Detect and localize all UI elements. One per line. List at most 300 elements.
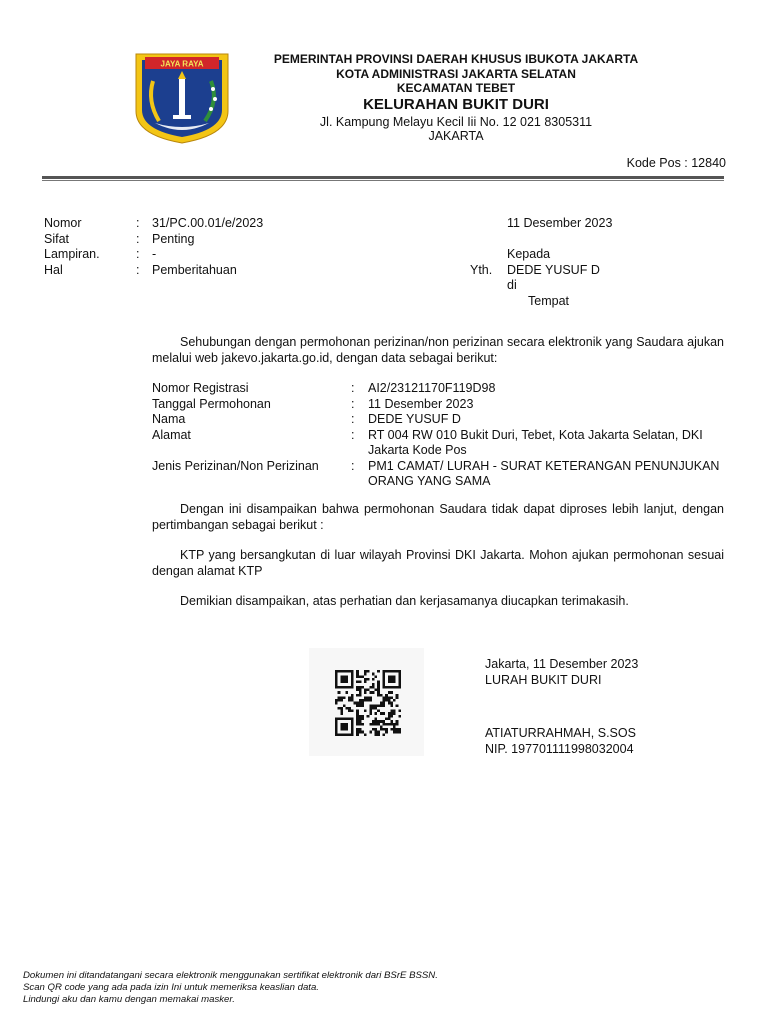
qr-module: [351, 670, 354, 673]
qr-module: [340, 710, 343, 713]
qr-module: [343, 678, 346, 681]
qr-module: [396, 696, 399, 699]
detail-value: 11 Desember 2023: [368, 396, 474, 411]
qr-module: [364, 710, 367, 713]
qr-module: [356, 704, 359, 707]
qr-module: [338, 670, 341, 673]
qr-module: [390, 720, 393, 723]
qr-module: [359, 686, 362, 689]
detail-row: [152, 459, 728, 490]
qr-module: [372, 723, 375, 726]
body-text: Sehubungan dengan permohonan perizinan/non perizinan secara elektronik yang Saudara ajukan melalui web jakevo.jakarta.go.id, dengan data sebagai berikut:: [152, 335, 724, 365]
qr-module: [369, 699, 372, 702]
qr-module: [369, 691, 372, 694]
qr-module: [375, 707, 378, 710]
qr-module: [335, 718, 338, 721]
qr-module: [393, 725, 396, 728]
qr-module: [367, 699, 370, 702]
qr-module: [377, 670, 380, 673]
qr-module: [398, 670, 401, 673]
qr-module: [367, 715, 370, 718]
qr-module: [335, 728, 338, 731]
recipient-block: [470, 247, 600, 309]
qr-module: [343, 723, 346, 726]
qr-module: [343, 728, 346, 731]
info-label: Hal: [44, 262, 63, 277]
qr-module: [396, 704, 399, 707]
body-text: Dengan ini disampaikan bahwa permohonan Saudara tidak dapat diproses lebih lanjut, dengan pertimbangan sebagai berikut :: [152, 502, 724, 532]
qr-module: [383, 673, 386, 676]
qr-module: [383, 681, 386, 684]
qr-module: [372, 691, 375, 694]
qr-module: [390, 678, 393, 681]
qr-module: [335, 675, 338, 678]
qr-module: [346, 725, 349, 728]
detail-label: Alamat: [152, 427, 191, 442]
qr-module: [351, 683, 354, 686]
qr-module: [377, 688, 380, 691]
qr-module: [398, 681, 401, 684]
qr-module: [356, 733, 359, 736]
qr-module: [343, 686, 346, 689]
qr-module: [335, 683, 338, 686]
qr-module: [375, 688, 378, 691]
info-value: -: [152, 247, 157, 261]
qr-module: [393, 686, 396, 689]
detail-label: Nama: [152, 412, 186, 426]
qr-module: [383, 686, 386, 689]
qr-module: [393, 712, 396, 715]
qr-module: [356, 670, 359, 673]
qr-module: [340, 725, 343, 728]
qr-module: [359, 691, 362, 694]
qr-module: [369, 704, 372, 707]
detail-value: PM1 CAMAT/ LURAH - SURAT KETERANGAN PENUNJUKAN ORANG YANG SAMA: [368, 458, 720, 488]
qr-module: [340, 723, 343, 726]
qr-module: [346, 675, 349, 678]
qr-module: [388, 678, 391, 681]
qr-module: [377, 686, 380, 689]
letterhead-city: JAKARTA: [428, 129, 484, 143]
qr-module: [388, 718, 391, 721]
qr-module: [335, 670, 338, 673]
qr-module: [361, 686, 364, 689]
qr-module: [351, 678, 354, 681]
qr-module: [390, 723, 393, 726]
qr-module: [356, 686, 359, 689]
qr-module: [351, 731, 354, 734]
qr-module: [383, 675, 386, 678]
qr-module: [390, 728, 393, 731]
qr-module: [340, 733, 343, 736]
qr-module: [375, 718, 378, 721]
qr-module: [338, 733, 341, 736]
qr-module: [359, 728, 362, 731]
qr-module: [338, 696, 341, 699]
qr-module: [356, 681, 359, 684]
qr-module: [348, 696, 351, 699]
qr-module: [359, 704, 362, 707]
qr-module: [377, 681, 380, 684]
qr-module: [348, 670, 351, 673]
qr-module: [356, 694, 359, 697]
qr-module: [364, 699, 367, 702]
qr-module: [359, 723, 362, 726]
recipient-name: DEDE YUSUF D: [507, 262, 600, 277]
letterhead-address: Jl. Kampung Melayu Kecil Iii No. 12 021 8305311: [319, 114, 593, 129]
qr-module: [398, 728, 401, 731]
qr-module: [377, 710, 380, 713]
qr-module: [390, 704, 393, 707]
qr-module: [351, 696, 354, 699]
qr-module: [335, 733, 338, 736]
qr-module: [388, 670, 391, 673]
qr-module: [388, 702, 391, 705]
qr-module: [351, 723, 354, 726]
qr-module: [340, 712, 343, 715]
qr-code: [335, 670, 401, 736]
qr-module: [377, 731, 380, 734]
qr-module: [388, 712, 391, 715]
qr-module: [351, 710, 354, 713]
qr-module: [340, 728, 343, 731]
footer-line: Dokumen ini ditandatangani secara elektronik menggunakan sertifikat elektronik dari BSrE BSSN.: [23, 970, 438, 981]
qr-module: [393, 723, 396, 726]
qr-module: [390, 696, 393, 699]
qr-module: [346, 678, 349, 681]
qr-module: [380, 712, 383, 715]
qr-module: [393, 710, 396, 713]
body-paragraph-reason: [152, 548, 724, 579]
info-row-sifat: [44, 232, 452, 248]
letterhead-line-1: PEMERINTAH PROVINSI DAERAH KHUSUS IBUKOTA JAKARTA: [273, 52, 639, 66]
qr-module: [385, 723, 388, 726]
detail-value: AI2/23121170F119D98: [368, 381, 496, 395]
qr-module: [335, 725, 338, 728]
qr-module: [372, 673, 375, 676]
qr-module: [346, 733, 349, 736]
qr-module: [351, 733, 354, 736]
qr-module: [356, 720, 359, 723]
qr-module: [385, 670, 388, 673]
qr-module: [340, 675, 343, 678]
letterhead-line-2: KOTA ADMINISTRASI JAKARTA SELATAN: [336, 66, 576, 81]
qr-module: [380, 704, 383, 707]
footer-line: Lindungi aku dan kamu dengan memakai masker.: [23, 994, 235, 1005]
qr-module: [338, 686, 341, 689]
qr-module: [335, 681, 338, 684]
qr-module: [390, 710, 393, 713]
qr-module: [393, 678, 396, 681]
qr-module: [369, 707, 372, 710]
qr-module: [390, 675, 393, 678]
qr-module: [343, 718, 346, 721]
qr-module: [377, 720, 380, 723]
letterhead-office-name: KELURAHAN BUKIT DURI: [363, 95, 549, 113]
qr-module: [390, 702, 393, 705]
qr-module: [335, 673, 338, 676]
qr-module: [340, 686, 343, 689]
qr-module: [375, 720, 378, 723]
qr-module: [335, 731, 338, 734]
qr-module: [351, 728, 354, 731]
qr-module: [383, 678, 386, 681]
qr-module: [369, 696, 372, 699]
qr-module: [364, 733, 367, 736]
qr-module: [356, 715, 359, 718]
qr-module: [356, 673, 359, 676]
qr-module: [369, 723, 372, 726]
qr-module: [343, 670, 346, 673]
qr-module: [388, 723, 391, 726]
qr-module: [398, 710, 401, 713]
qr-module: [340, 696, 343, 699]
qr-module: [346, 707, 349, 710]
detail-row: [152, 412, 728, 428]
qr-module: [385, 696, 388, 699]
qr-module: [364, 696, 367, 699]
qr-module: [359, 694, 362, 697]
qr-module: [369, 712, 372, 715]
qr-module: [396, 720, 399, 723]
qr-module: [388, 681, 391, 684]
application-details: [152, 381, 728, 490]
svg-text:JAYA RAYA: JAYA RAYA: [160, 59, 204, 69]
footer-notes: [23, 970, 438, 1006]
signature-block: [485, 657, 638, 757]
info-row-lampiran: [44, 247, 452, 263]
qr-module: [335, 723, 338, 726]
qr-module: [343, 675, 346, 678]
qr-module: [375, 712, 378, 715]
qr-module: [380, 702, 383, 705]
qr-module: [398, 715, 401, 718]
qr-module: [348, 699, 351, 702]
qr-module: [348, 718, 351, 721]
qr-module: [340, 699, 343, 702]
recipient-kepada: Kepada: [507, 247, 551, 261]
letterhead-line-3: KECAMATAN TEBET: [396, 81, 516, 95]
qr-module: [351, 681, 354, 684]
dki-jakarta-logo: [133, 51, 231, 145]
qr-module: [348, 710, 351, 713]
qr-module: [396, 670, 399, 673]
info-value: 31/PC.00.01/e/2023: [152, 216, 264, 230]
qr-module: [340, 678, 343, 681]
qr-module: [359, 675, 362, 678]
qr-module: [369, 686, 372, 689]
qr-module: [390, 715, 393, 718]
qr-module: [351, 686, 354, 689]
qr-module: [361, 731, 364, 734]
qr-module: [398, 683, 401, 686]
qr-module: [367, 678, 370, 681]
detail-row: [152, 397, 728, 413]
qr-module: [390, 670, 393, 673]
qr-module: [375, 675, 378, 678]
signatory-nip: NIP. 197701111998032004: [485, 741, 634, 756]
qr-module: [375, 723, 378, 726]
info-label: Nomor: [44, 216, 82, 230]
qr-module: [343, 704, 346, 707]
qr-module: [351, 720, 354, 723]
qr-module: [375, 733, 378, 736]
qr-module: [377, 723, 380, 726]
qr-module: [353, 702, 356, 705]
qr-module: [338, 707, 341, 710]
signature-place-date: Jakarta, 11 Desember 2023: [485, 657, 639, 671]
qr-module: [380, 725, 383, 728]
qr-module: [372, 686, 375, 689]
qr-module: [364, 688, 367, 691]
info-colon: :: [136, 216, 140, 230]
body-paragraph-closing: [152, 594, 724, 610]
qr-module: [367, 688, 370, 691]
qr-module: [398, 675, 401, 678]
qr-module: [383, 696, 386, 699]
qr-module: [388, 675, 391, 678]
qr-module: [383, 733, 386, 736]
qr-module: [372, 720, 375, 723]
qr-module: [361, 715, 364, 718]
detail-row: [152, 428, 728, 459]
info-value: Pemberitahuan: [152, 262, 237, 277]
qr-module: [343, 733, 346, 736]
recipient-yth: Yth.: [470, 262, 493, 277]
qr-module: [351, 694, 354, 697]
qr-module: [396, 694, 399, 697]
qr-module: [346, 686, 349, 689]
qr-module: [346, 681, 349, 684]
qr-module: [346, 718, 349, 721]
qr-module: [356, 731, 359, 734]
signatory-name: ATIATURRAHMAH, S.SOS: [485, 726, 636, 740]
qr-module: [359, 688, 362, 691]
qr-module: [393, 699, 396, 702]
qr-module: [343, 696, 346, 699]
qr-module: [383, 702, 386, 705]
qr-module: [369, 731, 372, 734]
qr-module: [343, 681, 346, 684]
qr-module: [356, 688, 359, 691]
qr-module: [396, 723, 399, 726]
qr-module: [388, 696, 391, 699]
qr-module: [364, 673, 367, 676]
qr-module: [385, 699, 388, 702]
qr-module: [340, 707, 343, 710]
qr-module: [351, 699, 354, 702]
qr-module: [383, 670, 386, 673]
qr-module: [372, 683, 375, 686]
qr-module: [359, 702, 362, 705]
qr-module: [383, 683, 386, 686]
qr-module: [383, 699, 386, 702]
qr-module: [396, 728, 399, 731]
qr-module: [385, 686, 388, 689]
qr-module: [361, 675, 364, 678]
qr-module: [383, 720, 386, 723]
qr-module: [367, 670, 370, 673]
qr-module: [398, 686, 401, 689]
qr-module: [361, 704, 364, 707]
info-value: Penting: [152, 231, 195, 246]
qr-module: [361, 718, 364, 721]
qr-module: [377, 683, 380, 686]
qr-module: [385, 694, 388, 697]
letter-date: 11 Desember 2023: [507, 216, 613, 230]
qr-module: [359, 715, 362, 718]
qr-module: [388, 699, 391, 702]
qr-module: [351, 725, 354, 728]
qr-module: [335, 699, 338, 702]
letter-info: [44, 216, 452, 278]
qr-module: [359, 681, 362, 684]
info-colon: :: [136, 231, 140, 246]
qr-module: [375, 731, 378, 734]
info-row-hal: [44, 263, 452, 279]
qr-module: [346, 691, 349, 694]
qr-module: [364, 691, 367, 694]
qr-module: [388, 691, 391, 694]
qr-module: [393, 670, 396, 673]
qr-module: [396, 731, 399, 734]
qr-module: [356, 728, 359, 731]
qr-module: [393, 681, 396, 684]
qr-module: [398, 731, 401, 734]
qr-module: [372, 678, 375, 681]
qr-module: [351, 675, 354, 678]
qr-module: [359, 718, 362, 721]
qr-module: [351, 718, 354, 721]
recipient-tempat: Tempat: [528, 293, 569, 308]
qr-module: [390, 691, 393, 694]
qr-module: [383, 704, 386, 707]
qr-module: [375, 728, 378, 731]
qr-module: [340, 718, 343, 721]
qr-module: [346, 670, 349, 673]
detail-label: Jenis Perizinan/Non Perizinan: [152, 458, 319, 473]
qr-module: [338, 691, 341, 694]
qr-module: [348, 707, 351, 710]
qr-module: [359, 720, 362, 723]
detail-colon: :: [351, 396, 355, 411]
qr-module: [338, 699, 341, 702]
qr-module: [385, 718, 388, 721]
qr-module: [380, 720, 383, 723]
qr-module: [390, 686, 393, 689]
qr-module: [369, 710, 372, 713]
qr-module: [340, 681, 343, 684]
qr-module: [356, 675, 359, 678]
qr-module: [393, 675, 396, 678]
detail-colon: :: [351, 427, 355, 442]
info-row-nomor: [44, 216, 452, 232]
qr-module: [375, 704, 378, 707]
qr-module: [359, 699, 362, 702]
qr-module: [372, 728, 375, 731]
detail-value: RT 004 RW 010 Bukit Duri, Tebet, Kota Jakarta Selatan, DKI Jakarta Kode Pos: [368, 427, 703, 457]
qr-module: [348, 733, 351, 736]
qr-module: [390, 712, 393, 715]
recipient-di: di: [507, 278, 517, 292]
qr-module: [356, 702, 359, 705]
qr-module: [335, 686, 338, 689]
qr-module: [388, 686, 391, 689]
qr-module: [338, 718, 341, 721]
qr-module: [359, 731, 362, 734]
qr-module: [393, 728, 396, 731]
qr-module: [364, 678, 367, 681]
